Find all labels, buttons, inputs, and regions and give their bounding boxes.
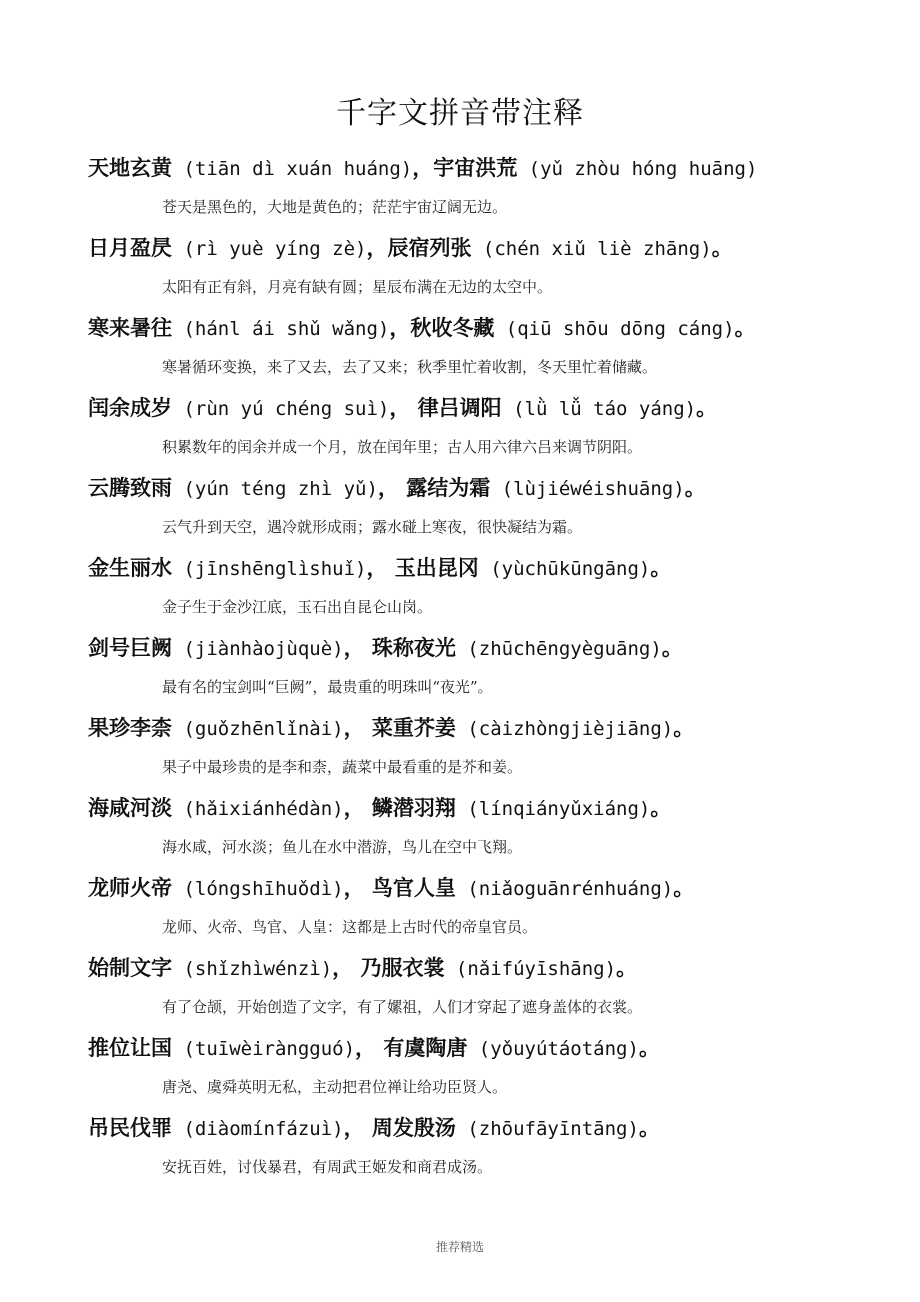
verse-phrase-1: 吊民伐罪 xyxy=(88,1115,172,1140)
verse-pinyin-2: (càizhòngjièjiāng) xyxy=(455,718,674,740)
verse-phrase-2: 菜重芥姜 xyxy=(371,715,456,740)
verse-entry xyxy=(88,870,888,950)
verse-end-mark: 。 xyxy=(734,315,756,340)
verse-annotation: 金子生于金沙江底，玉石出自昆仑山岗。 xyxy=(162,598,433,616)
verse-pinyin-1: (tiān dì xuán huáng) xyxy=(172,158,413,180)
verse-phrase-2: 周发殷汤 xyxy=(371,1115,456,1140)
verse-annotation: 果子中最珍贵的是李和柰，蔬菜中最看重的是芥和姜。 xyxy=(162,758,523,776)
verse-annotation: 苍天是黑色的，大地是黄色的；茫茫宇宙辽阔无边。 xyxy=(162,198,508,216)
verse-phrase-2: 露结为霜 xyxy=(406,475,491,500)
verse-annotation: 有了仓颉，开始创造了文字，有了嫘祖，人们才穿起了遮身盖体的衣裳。 xyxy=(162,998,643,1016)
verse-pinyin-1: (hánl ái shǔ wǎng) xyxy=(172,318,390,340)
verse-entry xyxy=(88,550,888,630)
verse-phrase-1: 天地玄黄 xyxy=(88,155,172,180)
verse-pinyin-1: (rì yuè yíng zè) xyxy=(172,238,367,260)
verse-end-mark: 。 xyxy=(711,235,733,260)
verse-annotation: 积累数年的闰余并成一个月，放在闰年里；古人用六律六吕来调节阴阳。 xyxy=(162,438,643,456)
verse-entry xyxy=(88,1110,888,1190)
verse-separator: ， xyxy=(366,235,388,260)
verse-entry xyxy=(88,310,888,390)
verse-phrase-2: 鸟官人皇 xyxy=(371,875,456,900)
verse-end-mark: 。 xyxy=(673,715,695,740)
verse-line xyxy=(88,150,757,186)
verse-annotation: 唐尧、虞舜英明无私，主动把君位禅让给功臣贤人。 xyxy=(162,1078,508,1096)
verse-pinyin-1: (yún téng zhì yǔ) xyxy=(172,478,378,500)
verse-entry xyxy=(88,230,888,310)
verse-annotation: 太阳有正有斜，月亮有缺有圆；星辰布满在无边的太空中。 xyxy=(162,278,553,296)
verse-separator: ， xyxy=(355,1035,384,1060)
verse-line xyxy=(88,470,706,506)
verse-phrase-2: 珠称夜光 xyxy=(371,635,456,660)
verse-entry xyxy=(88,150,888,230)
verse-phrase-2: 秋收冬藏 xyxy=(410,315,495,340)
verse-list xyxy=(88,150,888,1190)
verse-entry xyxy=(88,790,888,870)
verse-entry xyxy=(88,630,888,710)
verse-line xyxy=(88,710,694,746)
verse-phrase-1: 果珍李柰 xyxy=(88,715,172,740)
verse-annotation: 云气升到天空，遇冷就形成雨；露水碰上寒夜，很快凝结为霜。 xyxy=(162,518,583,536)
verse-separator: ， xyxy=(343,715,372,740)
verse-pinyin-1: (hǎixiánhédàn) xyxy=(172,798,344,820)
verse-phrase-1: 推位让国 xyxy=(88,1035,172,1060)
verse-pinyin-1: (diàomínfázuì) xyxy=(172,1118,344,1140)
verse-line xyxy=(88,630,683,666)
verse-line xyxy=(88,790,671,826)
verse-line xyxy=(88,310,756,346)
verse-end-mark: 。 xyxy=(638,1115,660,1140)
verse-end-mark: 。 xyxy=(696,395,718,420)
page-footer: 推荐精选 xyxy=(435,1240,484,1254)
verse-annotation: 最有名的宝剑叫“巨阙”，最贵重的明珠叫“夜光”。 xyxy=(162,678,493,696)
verse-phrase-1: 闰余成岁 xyxy=(88,395,172,420)
verse-separator: ， xyxy=(343,795,372,820)
verse-separator: ， xyxy=(343,635,372,660)
verse-phrase-2: 宇宙洪荒 xyxy=(433,155,518,180)
verse-separator: ， xyxy=(412,155,434,180)
verse-line xyxy=(88,870,694,906)
verse-separator: ， xyxy=(389,315,411,340)
verse-pinyin-2: (lǜ lǚ táo yáng) xyxy=(501,398,697,420)
verse-phrase-1: 龙师火帝 xyxy=(88,875,172,900)
verse-pinyin-2: (chén xiǔ liè zhāng) xyxy=(471,238,712,260)
verse-end-mark: 。 xyxy=(638,1035,660,1060)
verse-pinyin-2: (yǔ zhòu hóng huāng) xyxy=(517,158,758,180)
verse-phrase-1: 始制文字 xyxy=(88,955,172,980)
verse-phrase-1: 剑号巨阙 xyxy=(88,635,172,660)
verse-phrase-1: 寒来暑往 xyxy=(88,315,172,340)
verse-phrase-2: 鳞潜羽翔 xyxy=(371,795,456,820)
verse-pinyin-2: (nǎifúyīshāng) xyxy=(444,958,617,980)
verse-annotation: 龙师、火帝、鸟官、人皇：这都是上古时代的帝皇官员。 xyxy=(162,918,538,936)
verse-entry xyxy=(88,470,888,550)
verse-annotation: 寒暑循环变换，来了又去，去了又来；秋季里忙着收割，冬天里忙着储藏。 xyxy=(162,358,658,376)
verse-entry xyxy=(88,950,888,1030)
verse-end-mark: 。 xyxy=(673,875,695,900)
verse-line xyxy=(88,390,717,426)
verse-end-mark: 。 xyxy=(616,955,638,980)
verse-separator: ， xyxy=(343,1115,372,1140)
verse-pinyin-2: (niǎoguānrénhuáng) xyxy=(455,878,674,900)
verse-end-mark: 。 xyxy=(661,635,683,660)
verse-phrase-2: 律吕调阳 xyxy=(417,395,502,420)
verse-phrase-2: 玉出昆冈 xyxy=(394,555,479,580)
verse-phrase-1: 云腾致雨 xyxy=(88,475,172,500)
verse-pinyin-2: (zhūchēngyèguāng) xyxy=(455,638,662,660)
verse-pinyin-1: (rùn yú chéng suì) xyxy=(172,398,390,420)
verse-end-mark: 。 xyxy=(650,555,672,580)
verse-line xyxy=(88,950,637,986)
verse-phrase-1: 海咸河淡 xyxy=(88,795,172,820)
page-title: 千字文拼音带注释 xyxy=(336,96,584,131)
verse-line xyxy=(88,230,733,266)
verse-pinyin-2: (yǒuyútáotáng) xyxy=(467,1038,639,1060)
verse-pinyin-1: (jīnshēnglìshuǐ) xyxy=(172,558,367,580)
verse-separator: ， xyxy=(377,475,407,500)
verse-line xyxy=(88,1110,660,1146)
verse-entry xyxy=(88,710,888,790)
verse-pinyin-1: (lóngshīhuǒdì) xyxy=(172,878,344,900)
verse-separator: ， xyxy=(389,395,418,420)
verse-separator: ， xyxy=(366,555,395,580)
verse-entry xyxy=(88,390,888,470)
verse-end-mark: 。 xyxy=(650,795,672,820)
verse-line xyxy=(88,1030,660,1066)
verse-separator: ， xyxy=(332,955,361,980)
verse-pinyin-2: (línqiányǔxiáng) xyxy=(455,798,651,820)
verse-pinyin-1: (tuīwèiràngguó) xyxy=(172,1038,356,1060)
verse-pinyin-1: (guǒzhēnlǐnài) xyxy=(172,718,344,740)
verse-phrase-2: 乃服衣裳 xyxy=(360,955,445,980)
verse-line xyxy=(88,550,671,586)
verse-end-mark: 。 xyxy=(684,475,706,500)
verse-pinyin-1: (jiànhàojùquè) xyxy=(172,638,344,660)
verse-phrase-2: 有虞陶唐 xyxy=(383,1035,468,1060)
verse-separator: ， xyxy=(343,875,372,900)
verse-pinyin-2: (yùchūkūngāng) xyxy=(478,558,651,580)
verse-annotation: 海水咸，河水淡；鱼儿在水中潜游，鸟儿在空中飞翔。 xyxy=(162,838,523,856)
verse-pinyin-2: (zhōufāyīntāng) xyxy=(455,1118,639,1140)
verse-entry xyxy=(88,1030,888,1110)
verse-phrase-2: 辰宿列张 xyxy=(387,235,472,260)
verse-pinyin-2: (qiū shōu dōng cáng) xyxy=(494,318,735,340)
verse-annotation: 安抚百姓，讨伐暴君，有周武王姬发和商君成汤。 xyxy=(162,1158,493,1176)
verse-pinyin-2: (lùjiéwéishuāng) xyxy=(490,478,685,500)
verse-pinyin-1: (shǐzhìwénzì) xyxy=(172,958,333,980)
verse-phrase-1: 金生丽水 xyxy=(88,555,172,580)
verse-phrase-1: 日月盈昃 xyxy=(88,235,172,260)
